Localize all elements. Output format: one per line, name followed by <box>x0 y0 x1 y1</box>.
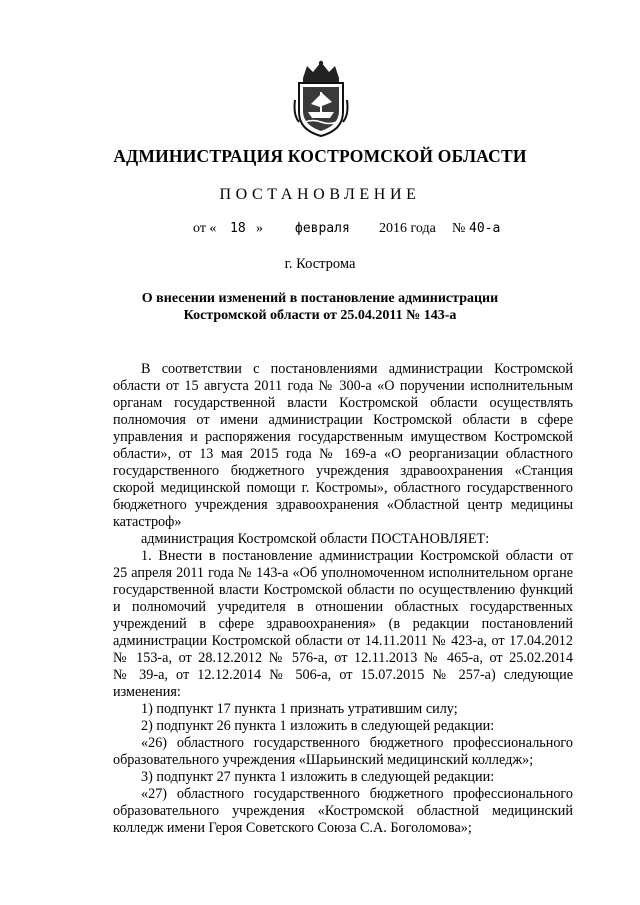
subject-line-1: О внесении изменений в постановление администрации <box>141 291 499 306</box>
body-line: 3) подпункт 27 пункта 1 изложить в следующей редакции: <box>141 769 495 785</box>
date-year: 2016 года <box>379 221 436 236</box>
date-month: февраля <box>295 221 350 236</box>
body-line: 25 апреля 2011 года № 143-а «Об уполномоченном исполнительном органе <box>113 565 573 581</box>
date-prefix: от « <box>193 221 217 236</box>
body-line: администрации Костромской области от 14.11.2011 № 423-а, от 17.04.2012 <box>113 633 573 649</box>
date-day: 18 <box>230 221 246 236</box>
body-line: области», от 13 мая 2015 года № 169-а «О реорганизации областного <box>113 446 573 462</box>
body-line: скорой медицинской помощи г. Костромы», областного государственного <box>113 480 573 496</box>
body-line: области от 15 августа 2011 года № 300-а «О поручении исполнительным <box>113 378 573 394</box>
body-line: «26) областного государственного бюджетного профессионального <box>141 735 573 751</box>
body-line: учреждений в сфере здравоохранения» (в редакции постановлений <box>113 616 573 632</box>
organization-title: АДМИНИСТРАЦИЯ КОСТРОМСКОЙ ОБЛАСТИ <box>113 146 527 166</box>
body-line: государственного бюджетного учреждения здравоохранения «Станция <box>113 463 573 479</box>
coat-of-arms-emblem <box>293 60 349 138</box>
body-line: № 153-а, от 28.12.2012 № 576-а, от 12.11.2013 № 465-а, от 25.02.2014 <box>113 650 573 666</box>
city: г. Кострома <box>284 256 356 272</box>
body-line: В соответствии с постановлениями администрации Костромской <box>141 361 573 377</box>
body-line: катастроф» <box>113 514 182 530</box>
body-line: бюджетного учреждения здравоохранения «Областной центр медицины <box>113 497 573 513</box>
body-line: 2) подпункт 26 пункта 1 изложить в следующей редакции: <box>141 718 495 734</box>
body-line: 1) подпункт 17 пункта 1 признать утратившим силу; <box>141 701 458 717</box>
document-number: 40-а <box>469 221 501 236</box>
number-sign: № <box>452 221 466 236</box>
body-line: и полномочий учредителя в отношении областных государственных <box>113 599 573 615</box>
body-line: государственной власти Костромской области по осуществлению функций <box>113 582 573 598</box>
document-type: ПОСТАНОВЛЕНИЕ <box>219 186 421 203</box>
body-line: № 39-а, от 12.12.2014 № 506-а, от 15.07.2015 № 257-а) следующие <box>113 667 573 683</box>
body-line: управления и распоряжения государственным имуществом Костромской <box>113 429 573 445</box>
date-suffix: » <box>256 221 263 236</box>
body-line: изменения: <box>113 684 181 700</box>
body-line: «27) областного государственного бюджетного профессионального <box>141 786 573 802</box>
body-line: полномочия от имени администрации Костромской области в сфере <box>113 412 573 428</box>
body-line: колледж имени Героя Советского Союза С.А. Боголомова»; <box>113 820 472 836</box>
subject-line-2: Костромской области от 25.04.2011 № 143-а <box>183 308 457 323</box>
body-line: образовательного учреждения «Костромской областной медицинский <box>113 803 573 819</box>
body-line: образовательного учреждения «Шарьинский медицинский колледж»; <box>113 752 534 768</box>
body-line: органам государственной власти Костромской области осуществлять <box>113 395 573 411</box>
body-line: администрация Костромской области ПОСТАНОВЛЯЕТ: <box>141 531 490 547</box>
body-line: 1. Внести в постановление администрации Костромской области от <box>141 548 573 564</box>
